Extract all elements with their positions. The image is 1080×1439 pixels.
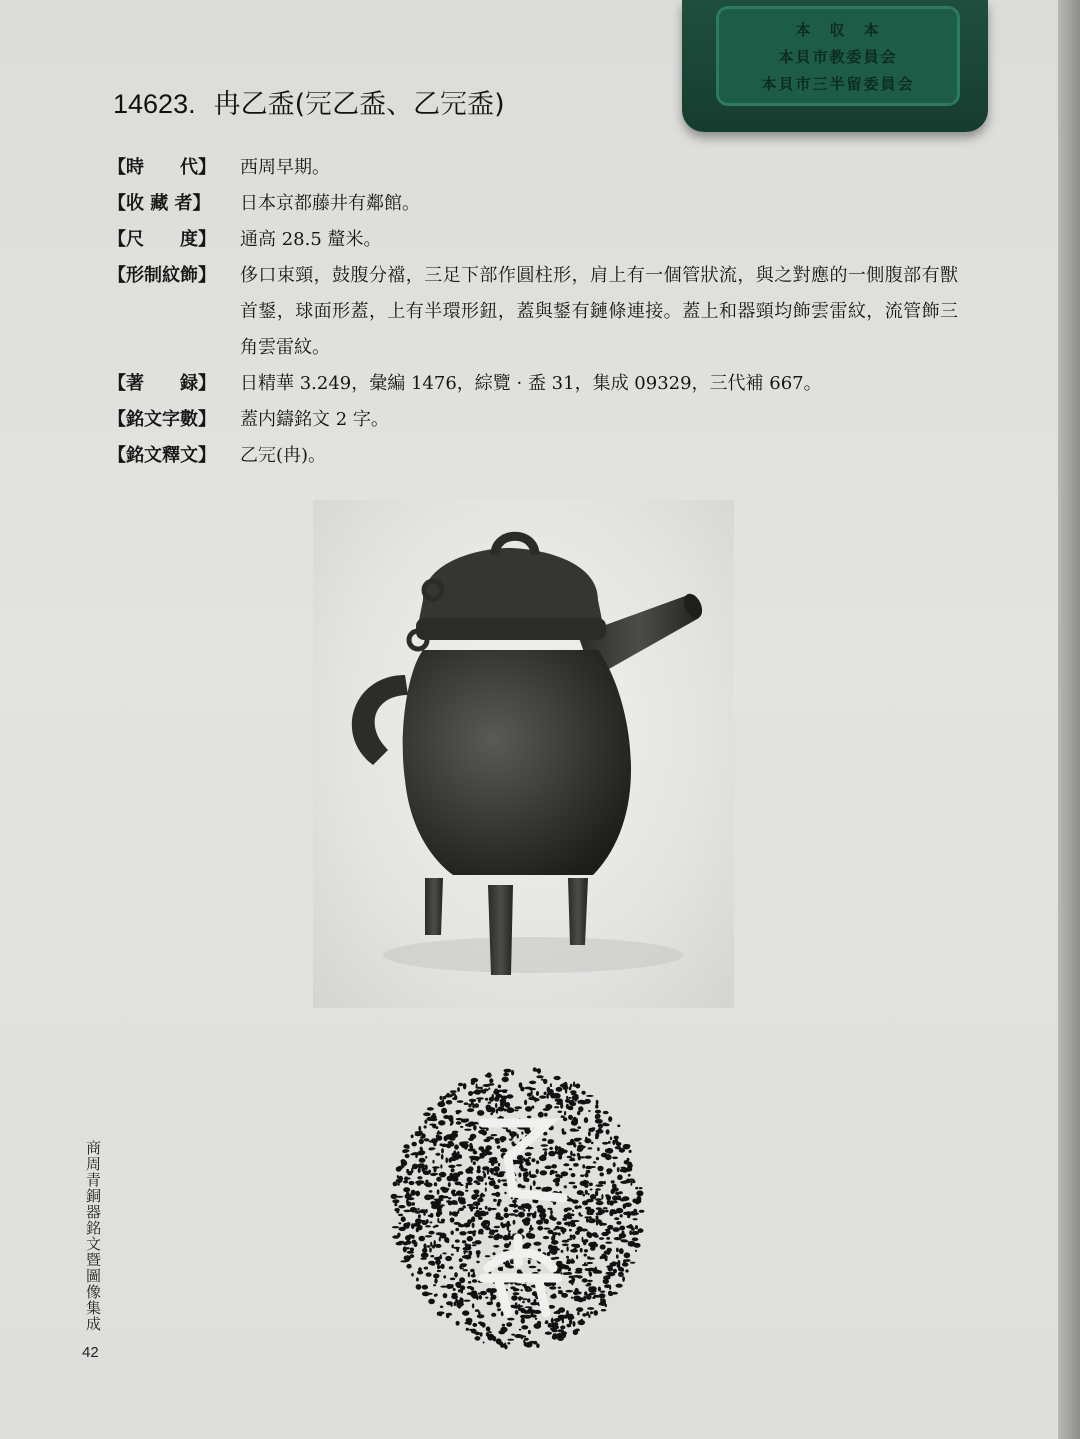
field-label: 【著 録】 [108,373,216,394]
stamp-line-1: 本 収 本 [795,20,881,39]
inscription-rubbing-image [388,1063,648,1353]
field-label: 【銘文字數】 [108,409,216,430]
entry-name: 冉乙盉(𠕻乙盉、乙𠕻盉) [213,89,505,120]
inscription-rubbing [388,1063,648,1357]
field-period [108,150,958,186]
field-value: 日本京都藤井有鄰館。 [240,193,420,214]
stamp-line-2: 本貝市教委員会 [778,47,898,66]
field-value: 通高 28.5 釐米。 [240,229,382,250]
field-value: 侈口束頸，鼓腹分襠，三足下部作圓柱形，肩上有一個管狀流，與之對應的一側腹部有獸首鋬，球面形蓋，上有半環形鈕，蓋與鋬有鏈條連接。蓋上和器頸均飾雲雷紋，流管飾三角雲雷紋。 [240,265,958,358]
vessel-photo [313,500,734,1008]
stamp-line-3: 本貝市三半留委員会 [761,74,915,93]
entry-number: 14623. [113,89,196,119]
page-edge [1058,0,1080,1439]
field-label: 【尺 度】 [108,229,216,250]
field-list [108,150,958,474]
stamp-seal [716,6,960,106]
field-value: 西周早期。 [240,157,330,178]
bronze-he-vessel-image [313,500,734,1008]
field-collector [108,186,958,222]
stamp-block [682,0,988,132]
field-value: 蓋内鑄銘文 2 字。 [240,409,389,430]
field-value: 日精華 3.249，彙編 1476，綜覽 · 盉 31，集成 09329，三代補 667。 [240,373,822,394]
field-dimensions [108,222,958,258]
book-title-vertical: 商周青銅器銘文暨圖像集成 [84,1140,102,1332]
field-form-decoration [108,258,958,366]
page-number: 42 [82,1344,99,1361]
entry-title [113,82,505,121]
field-inscription-transcription [108,438,958,474]
field-records [108,366,958,402]
field-value: 乙𠕻(冉)。 [240,445,327,466]
field-label: 【時 代】 [108,157,216,178]
field-label: 【形制紋飾】 [108,265,216,286]
field-inscription-count [108,402,958,438]
field-label: 【銘文釋文】 [108,445,216,466]
field-label: 【收 藏 者】 [108,193,211,214]
